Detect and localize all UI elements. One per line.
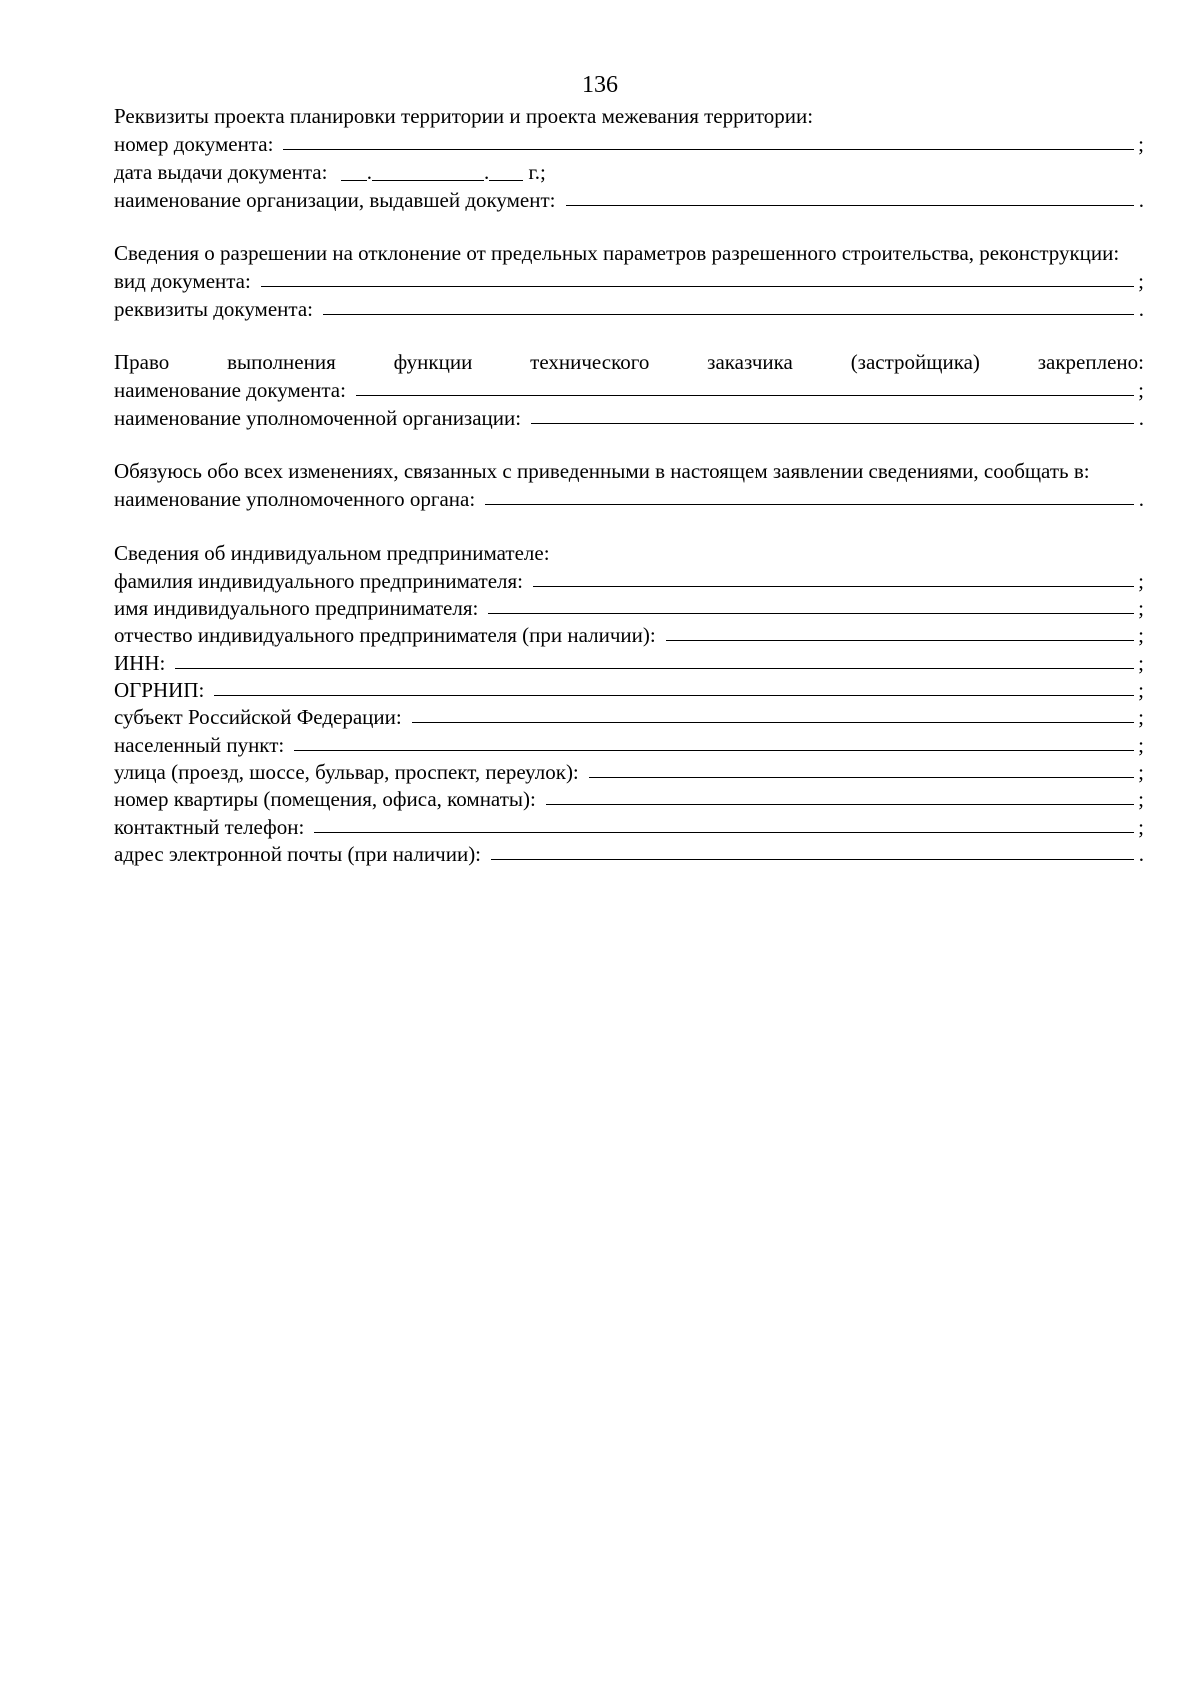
application-form: [114, 103, 1144, 867]
apartment-label: номер квартиры (помещения, офиса, комнаты):: [114, 787, 536, 812]
deviation-section: [114, 240, 1144, 322]
ogrnip-row: [114, 676, 1144, 703]
locality-field[interactable]: [294, 730, 1134, 751]
row-end-semicolon: ;: [1138, 650, 1144, 675]
email-label: адрес электронной почты (при наличии):: [114, 841, 482, 866]
row-end-semicolon: ;: [1138, 596, 1144, 621]
doc-details-row: [114, 295, 1144, 322]
deviation-heading: Сведения о разрешении на отклонение от предельных параметров разрешенного строительства, реконструкции:: [114, 241, 1120, 266]
row-end-semicolon: ;: [1138, 705, 1144, 730]
inn-field[interactable]: [175, 648, 1134, 669]
issue-date-row: [114, 158, 1144, 186]
street-field[interactable]: [589, 757, 1134, 778]
ogrnip-label: ОГРНИП:: [114, 678, 205, 703]
date-separator: .: [366, 159, 372, 184]
doc-details-label: реквизиты документа:: [114, 296, 313, 321]
issue-day-field[interactable]: [341, 160, 367, 181]
row-end-semicolon: ;: [1138, 787, 1144, 812]
authority-row: [114, 485, 1144, 512]
phone-field[interactable]: [314, 812, 1134, 833]
row-end-semicolon: ;: [1138, 732, 1144, 757]
row-end-semicolon: ;: [1138, 378, 1144, 403]
row-end-period: .: [1138, 841, 1144, 866]
row-end-semicolon: ;: [1138, 269, 1144, 294]
patronymic-field[interactable]: [666, 620, 1134, 641]
doc-details-field[interactable]: [323, 294, 1134, 315]
row-end-semicolon: ;: [1138, 623, 1144, 648]
locality-row: [114, 731, 1144, 758]
row-end-semicolon: ;: [1138, 814, 1144, 839]
street-label: улица (проезд, шоссе, бульвар, проспект, переулок):: [114, 759, 579, 784]
row-end-semicolon: ;: [1138, 759, 1144, 784]
issue-date-label: дата выдачи документа:: [114, 159, 328, 184]
name-row: [114, 594, 1144, 621]
customer-org-field[interactable]: [531, 403, 1134, 424]
phone-row: [114, 813, 1144, 840]
row-end-period: .: [1138, 296, 1144, 321]
planning-section: [114, 103, 1144, 213]
region-row: [114, 703, 1144, 730]
entrepreneur-section: [114, 540, 1144, 868]
issuing-org-field[interactable]: [566, 185, 1135, 206]
apartment-row: [114, 785, 1144, 812]
doc-number-row: [114, 130, 1144, 157]
surname-field[interactable]: [533, 566, 1134, 587]
customer-heading: Право выполнения функции технического заказчика (застройщика) закреплено:: [114, 350, 1144, 375]
page-number: 136: [582, 72, 618, 98]
inn-row: [114, 649, 1144, 676]
street-row: [114, 758, 1144, 785]
phone-label: контактный телефон:: [114, 814, 305, 839]
row-end-semicolon: ;: [1138, 568, 1144, 593]
surname-label: фамилия индивидуального предпринимателя:: [114, 568, 523, 593]
issuing-org-label: наименование организации, выдавшей документ:: [114, 187, 556, 212]
customer-doc-label: наименование документа:: [114, 378, 346, 403]
doc-type-field[interactable]: [261, 266, 1134, 287]
issue-month-field[interactable]: [372, 160, 484, 181]
email-row: [114, 840, 1144, 867]
row-end-period: .: [1138, 405, 1144, 430]
apartment-field[interactable]: [546, 784, 1134, 805]
locality-label: населенный пункт:: [114, 732, 285, 757]
doc-number-label: номер документа:: [114, 132, 274, 157]
name-label: имя индивидуального предпринимателя:: [114, 596, 479, 621]
doc-type-row: [114, 267, 1144, 294]
region-field[interactable]: [412, 702, 1134, 723]
patronymic-label: отчество индивидуального предпринимателя (при наличии):: [114, 623, 656, 648]
doc-type-label: вид документа:: [114, 269, 251, 294]
name-field[interactable]: [488, 593, 1134, 614]
customer-doc-row: [114, 376, 1144, 403]
planning-heading: Реквизиты проекта планировки территории и проекта межевания территории:: [114, 104, 814, 128]
authority-label: наименование уполномоченного органа:: [114, 487, 476, 512]
inn-label: ИНН:: [114, 650, 166, 675]
region-label: субъект Российской Федерации:: [114, 705, 402, 730]
date-separator: .: [483, 159, 490, 184]
email-field[interactable]: [491, 839, 1134, 860]
doc-number-field[interactable]: [283, 129, 1134, 150]
customer-section: [114, 349, 1144, 431]
customer-org-label: наименование уполномоченной организации:: [114, 405, 522, 430]
surname-row: [114, 567, 1144, 594]
row-end-period: .: [1138, 187, 1144, 212]
authority-field[interactable]: [485, 484, 1134, 505]
row-end-period: .: [1138, 487, 1144, 512]
customer-org-row: [114, 404, 1144, 431]
customer-doc-field[interactable]: [356, 375, 1134, 396]
row-end-semicolon: ;: [1138, 132, 1144, 157]
ogrnip-field[interactable]: [214, 675, 1134, 696]
entrepreneur-heading: Сведения об индивидуальном предпринимателе:: [114, 540, 550, 565]
row-end-semicolon: ;: [1138, 678, 1144, 703]
obligation-section: [114, 458, 1144, 513]
issuing-org-row: [114, 186, 1144, 213]
obligation-heading: Обязуюсь обо всех изменениях, связанных с приведенными в настоящем заявлении сведениями, сообщать в:: [114, 458, 1090, 483]
patronymic-row: [114, 621, 1144, 648]
issue-year-field[interactable]: [489, 160, 523, 181]
year-suffix: г.;: [528, 159, 546, 184]
